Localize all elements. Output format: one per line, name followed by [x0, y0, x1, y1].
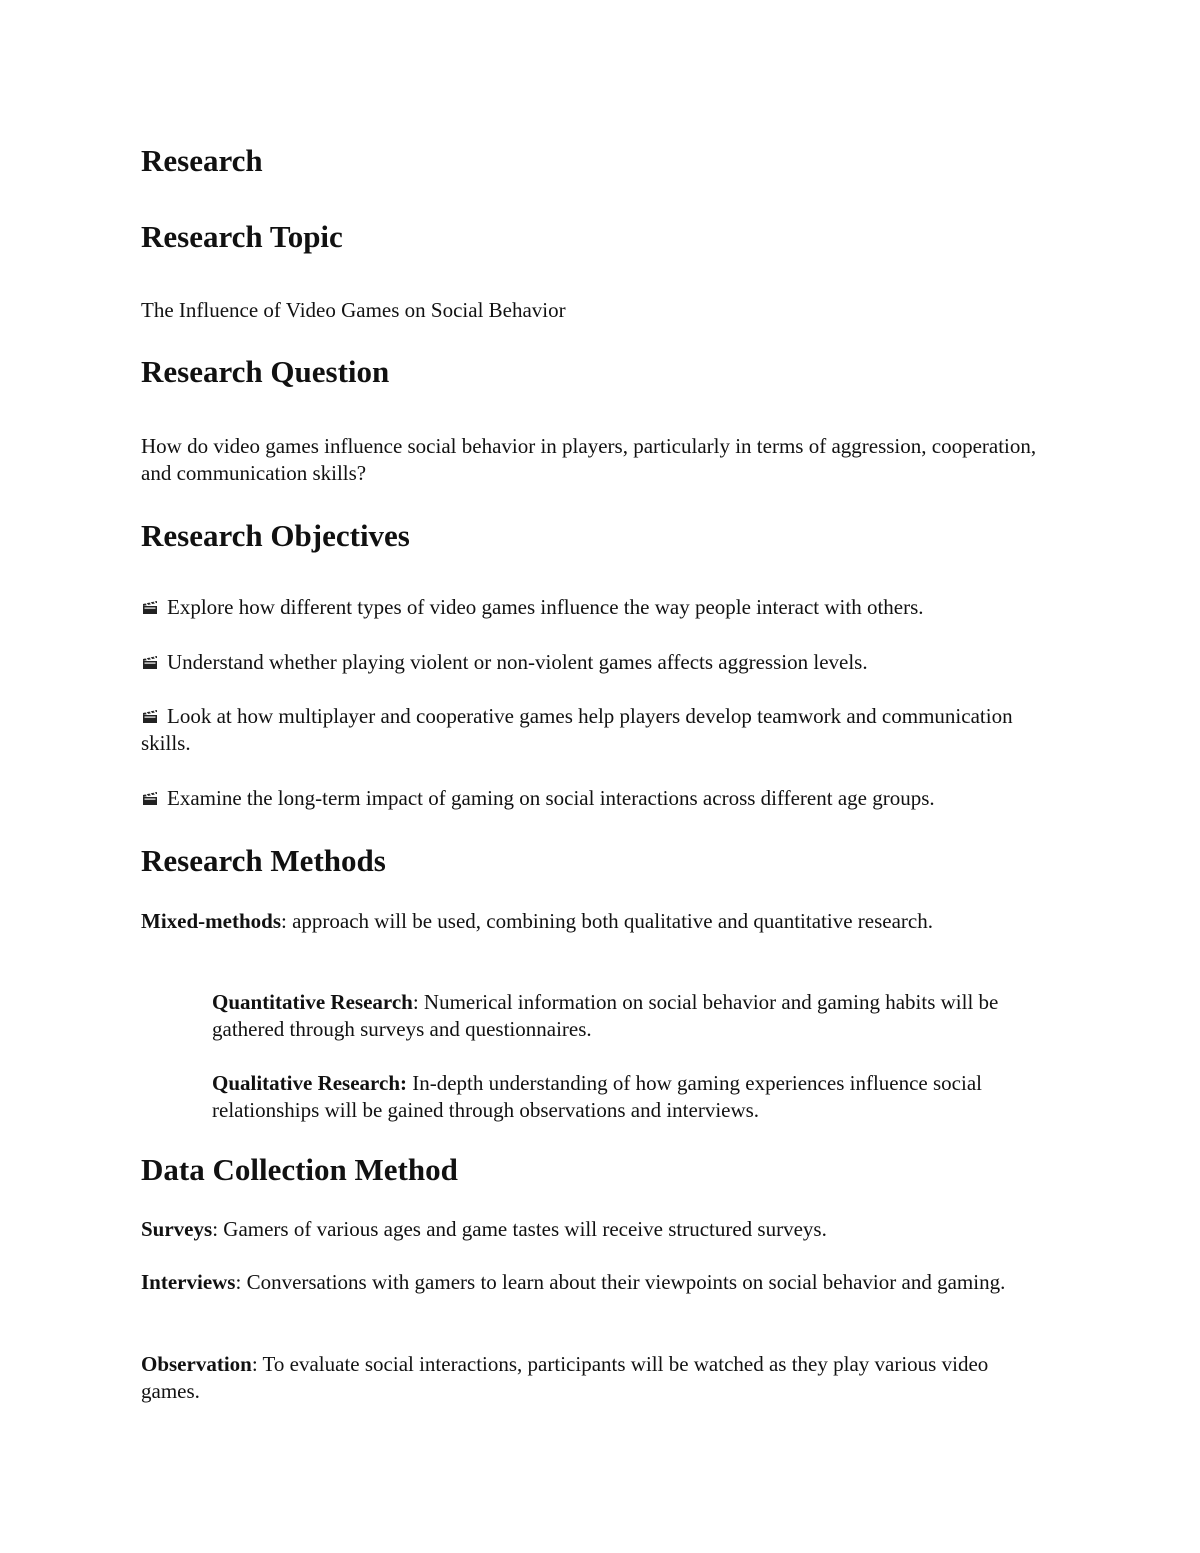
data-collection-term: Interviews: [141, 1270, 236, 1294]
document-title: Research: [141, 143, 263, 178]
data-collection-text: : To evaluate social interactions, participants will be watched as they play various video games.: [141, 1352, 989, 1403]
data-collection-item-observation: [141, 1351, 1046, 1405]
research-objectives-heading: Research Objectives: [141, 518, 410, 553]
data-collection-term: Observation: [141, 1352, 252, 1376]
method-item-qualitative: [212, 1070, 1042, 1124]
research-question-text: How do video games influence social behavior in players, particularly in terms of aggression, cooperation, and communication skills?: [141, 434, 1037, 485]
objective-text: Examine the long-term impact of gaming on social interactions across different age groups.: [167, 786, 935, 810]
objective-text: Understand whether playing violent or non-violent games affects aggression levels.: [167, 650, 868, 674]
research-methods-heading: Research Methods: [141, 843, 386, 878]
methods-intro: [141, 908, 1046, 935]
clapperboard-icon: [141, 599, 159, 615]
research-topic-text: The Influence of Video Games on Social Behavior: [141, 298, 566, 322]
method-text: In-depth understanding of how gaming experiences influence social relationships will be gained through observations and interviews.: [212, 1071, 982, 1122]
data-collection-text: : Conversations with gamers to learn about their viewpoints on social behavior and gaming.: [235, 1270, 1006, 1294]
clapperboard-icon: [141, 654, 159, 670]
data-collection-item-surveys: [141, 1216, 1046, 1243]
research-question-heading: Research Question: [141, 354, 390, 389]
objective-text: Look at how multiplayer and cooperative games help players develop teamwork and communication skills.: [141, 704, 1013, 755]
method-term: Qualitative Research:: [212, 1071, 407, 1095]
data-collection-text: : Gamers of various ages and game tastes will receive structured surveys.: [212, 1217, 827, 1241]
objective-text: Explore how different types of video games influence the way people interact with others.: [167, 595, 924, 619]
data-collection-heading: Data Collection Method: [141, 1152, 458, 1187]
objective-item: [141, 785, 1046, 812]
methods-intro-term: Mixed-methods: [141, 909, 281, 933]
clapperboard-icon: [141, 708, 159, 724]
objective-item: [141, 703, 1046, 757]
data-collection-item-interviews: [141, 1269, 1046, 1296]
data-collection-term: Surveys: [141, 1217, 213, 1241]
research-topic-heading: Research Topic: [141, 219, 343, 254]
method-text: : Numerical information on social behavior and gaming habits will be gathered through surveys and questionnaires.: [212, 990, 999, 1041]
objective-item: [141, 594, 1046, 621]
clapperboard-icon: [141, 790, 159, 806]
method-item-quantitative: [212, 989, 1042, 1043]
method-term: Quantitative Research: [212, 990, 413, 1014]
methods-intro-text: : approach will be used, combining both qualitative and quantitative research.: [281, 909, 933, 933]
objective-item: [141, 649, 1046, 676]
